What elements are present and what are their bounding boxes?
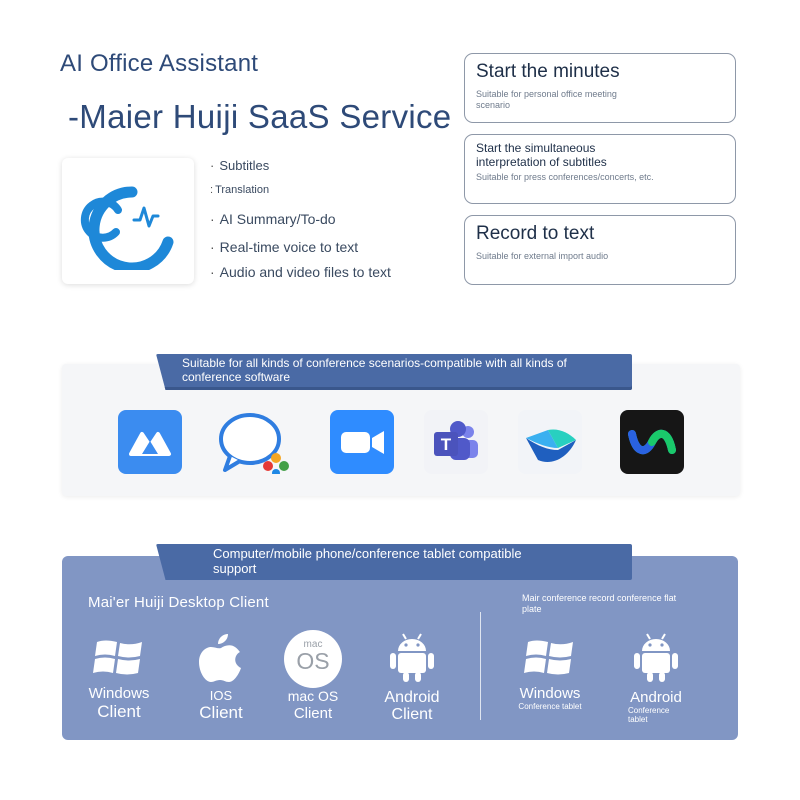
windows-icon <box>93 634 145 680</box>
microsoft-teams-icon <box>424 410 488 474</box>
feature-item: · AI Summary/To-do <box>210 211 336 227</box>
start-minutes-card[interactable] <box>464 53 736 123</box>
macos-icon: mac OS <box>284 630 342 688</box>
windows-icon <box>524 634 576 680</box>
page-title: AI Office Assistant <box>60 50 259 77</box>
device-compatibility-tag-label: Computer/mobile phone/conference tablet compatible support <box>213 546 522 576</box>
option-subtitle: Suitable for personal office meeting scenario <box>476 89 617 110</box>
feature-item: · Audio and video files to text <box>210 264 391 280</box>
maier-huiji-logo-icon <box>72 170 184 270</box>
apple-icon <box>197 630 245 684</box>
section-divider <box>480 612 481 720</box>
macos-client[interactable]: mac OS mac OS Client <box>280 630 346 722</box>
feature-item: · Subtitles <box>210 158 270 173</box>
tencent-meeting-icon <box>118 410 182 474</box>
windows-client[interactable]: Windows Client <box>84 634 154 722</box>
windows-conference-tablet[interactable]: Windows Conference tablet <box>512 634 588 711</box>
zoom-icon <box>330 410 394 474</box>
record-to-text-card[interactable] <box>464 215 736 285</box>
option-title: Start the minutes <box>476 61 620 82</box>
android-conference-tablet[interactable]: Android Conference tablet <box>622 632 690 724</box>
option-title: Record to text <box>476 223 595 244</box>
android-icon <box>389 632 435 684</box>
option-subtitle: Suitable for press conferences/concerts, etc. <box>476 172 654 182</box>
webex-icon <box>620 410 684 474</box>
page-subtitle: -Maier Huiji SaaS Service <box>68 98 452 135</box>
ios-client[interactable]: IOS Client <box>188 630 254 723</box>
desktop-client-title: Mai'er Huiji Desktop Client <box>88 594 269 611</box>
feature-item: : Translation <box>210 184 270 196</box>
android-client[interactable]: Android Client <box>378 632 446 723</box>
svg-text:T: T <box>440 435 452 454</box>
feature-item: · Real-time voice to text <box>210 239 359 255</box>
simultaneous-interpretation-card[interactable] <box>464 134 736 204</box>
option-title: Start the simultaneous interpretation of subtitles <box>476 141 607 169</box>
app-logo-card <box>62 158 194 284</box>
android-icon <box>633 632 679 684</box>
wecom-icon <box>216 410 280 474</box>
tablet-client-title: Mair conference record conference flat plate <box>522 593 677 614</box>
feishu-meeting-icon <box>518 410 582 474</box>
option-subtitle: Suitable for external import audio <box>476 251 609 261</box>
conference-software-tag-label: Suitable for all kinds of conference scenarios-compatible with all kinds of conference software <box>182 356 567 384</box>
